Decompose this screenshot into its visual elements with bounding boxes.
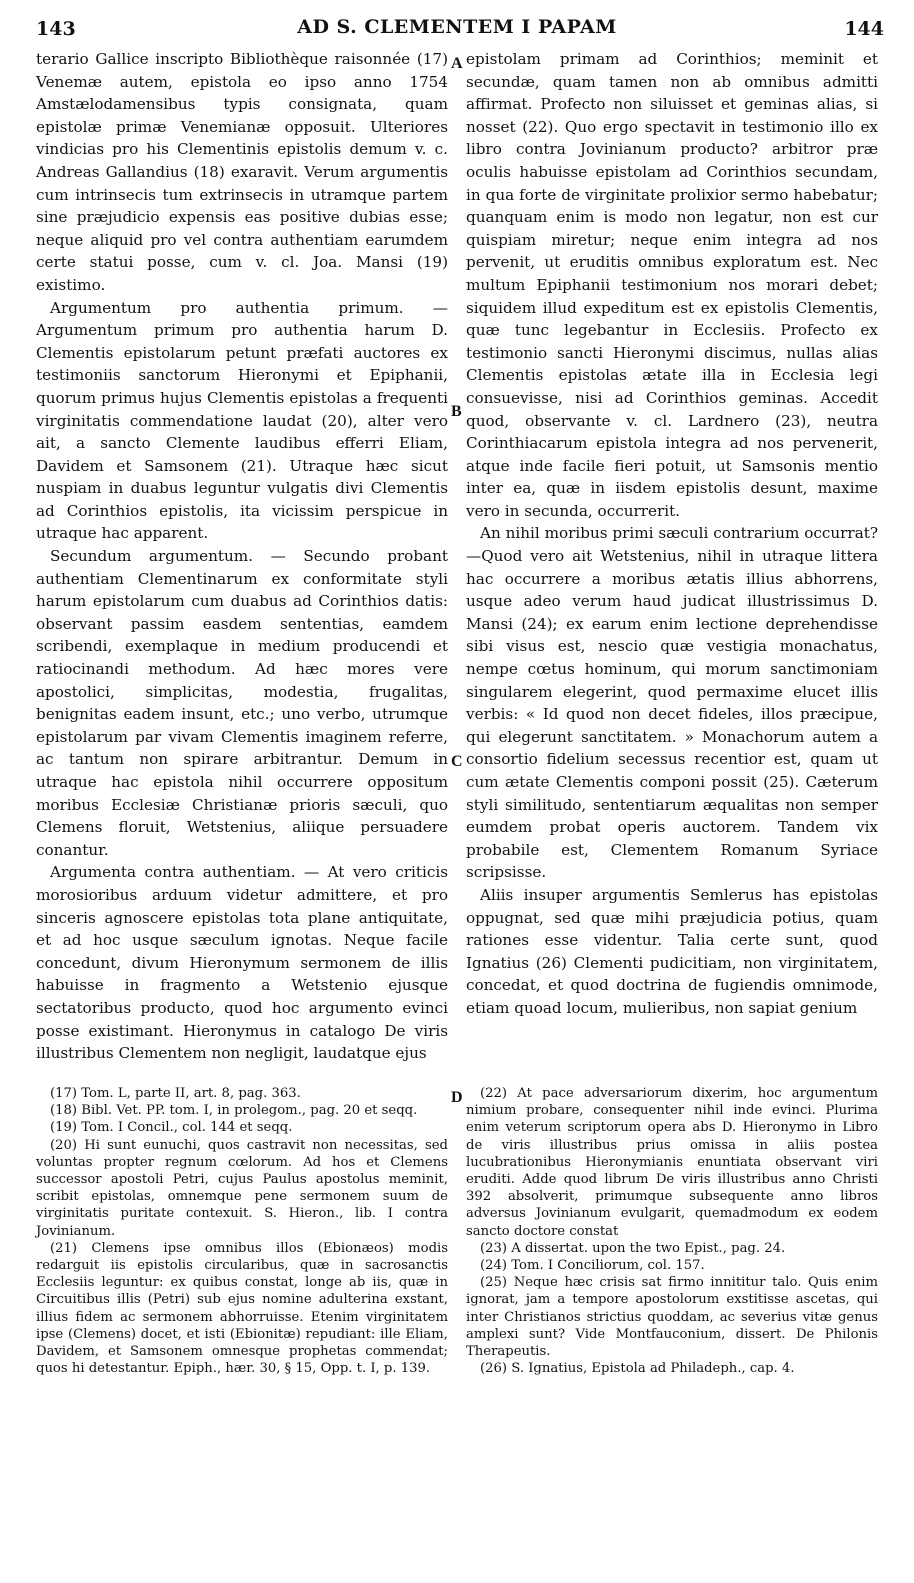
footnote: (18) Bibl. Vet. PP. tom. I, in prolegom., pag. 20 et seqq.	[50, 1103, 418, 1119]
footnote: (23) A dissertat. upon the two Epist., pag. 24.	[480, 1240, 786, 1256]
paragraph: An nihil moribus primi sæculi contrarium occurrat? —Quod vero ait Wetstenius, nihil in utraque littera hac occurrere a moribus ætatis illius abhorrens, usque adeo verum haud judicat illustrissimus D. Mansi (24); ex earum enim lectione deprehendisse sibi visus est, nescio quæ vestigia monachatus, nempe cœtus hominum, qui morum sanctimoniam singularem elegerint, quod permaxime elucet illis verbis: « Id quod non decet fideles, illos præcipue, qui elegerunt sanctitatem. » Monachorum autem a consortio fidelium secessus recentior est, quam ut cum ætate Clementis componi possit (25). Cæterum styli similitudo, sententiarum æqualitas non semper eumdem probat operis auctorem. Tandem vix probabile est, Clementem Romanum Syriace scripsisse.	[466, 524, 878, 882]
footnote: (26) S. Ignatius, Epistola ad Philadeph., cap. 4.	[480, 1361, 795, 1377]
right-column	[466, 48, 878, 1020]
footnotes-right	[466, 1085, 878, 1377]
paragraph: Argumenta contra authentiam. — At vero criticis morosioribus arduum videtur admittere, et pro sinceris agnoscere epistolas tota plane antiquitate, et ad hoc usque sæculum ignotas. Neque facile concedunt, divum Hieronymum sermonem de illis habuisse in fragmento a Wetstenio ejusque sectatoribus producto, quod hoc argumento evinci posse existimant. Hieronymus in catalogo De viris illustribus Clementem non negligit, laudatque ejus	[36, 863, 448, 1063]
paragraph: Argumentum pro authentia primum. — Argumentum primum pro authentia harum D. Clementis epistolarum petunt præfati auctores ex testimoniis sanctorum Hieronymi et Epiphanii, quorum primus hujus Clementis epistolas a frequenti virginitatis commendatione laudat (20), alter vero ait, a sancto Clemente laudibus efferri Eliam, Davidem et Samsonem (21). Utraque hæc sicut nuspiam in duabus leguntur vulgatis divi Clementis ad Corinthios epistolis, ita vicissim perspicue in utraque hac apparent.	[36, 298, 448, 543]
footnote: (24) Tom. I Conciliorum, col. 157.	[480, 1258, 705, 1274]
footnote: (21) Clemens ipse omnibus illos (Ebionæos) modis redarguit iis epistolis circularibus, quæ in sacrosanctis Ecclesiis leguntur: ex quibus constat, longe ab iis, quæ in Circuitibus illis (Petri) sub ejus nomine adulterina exstant, illius fidem ac sermonem abhorruisse. Etenim virginitatem ipse (Clemens) docet, et isti (Ebionitæ) repudiant: ille Eliam, Davidem, et Samsonem omnesque prophetas commendat; quos hi detestantur. Epiph., hær. 30, § 15, Opp. t. I, p. 139.	[36, 1240, 448, 1377]
footnote: (20) Hi sunt eunuchi, quos castravit non necessitas, sed voluntas propter regnum cœlorum. Ad hos et Clemens successor apostoli Petri, cujus Paulus apostolus meminit, scribit epistolas, omnemque pene sermonem suum de virginitatis puritate contexuit. S. Hieron., lib. I contra Jovinianum.	[36, 1137, 448, 1239]
left-column	[36, 48, 448, 1065]
footnote: (17) Tom. L, parte II, art. 8, pag. 363.	[50, 1086, 301, 1101]
margin-marker-b: B	[451, 403, 462, 420]
footnote: (25) Neque hæc crisis sat firmo innititur talo. Quis enim ignorat, jam a tempore apostolorum exstitisse ascetas, qui inter Christianos strictius quoddam, ac severius vitæ genus amplexi sunt? Vide Montfauconium, dissert. De Philonis Therapeutis.	[466, 1275, 878, 1360]
margin-marker-d: D	[451, 1089, 463, 1106]
paragraph: terario Gallice inscripto Bibliothèque raisonnée (17) Venemæ autem, epistola eo ipso anno 1754 Amstælodamensibus typis consignata, quam epistolæ primæ Venemianæ opposuit. Ulteriores vindicias pro his Clementinis epistolis demum v. c. Andreas Gallandius (18) exaravit. Verum argumentis cum intrinsecis tum extrinsecis in utramque partem sine præjudicio expensis eas positive dubias esse; neque aliquid pro vel contra authentiam earumdem certe statui posse, cum v. cl. Joa. Mansi (19) existimo.	[36, 50, 448, 294]
footnote: (19) Tom. I Concil., col. 144 et seqq.	[50, 1120, 293, 1136]
paragraph: Secundum argumentum. — Secundo probant authentiam Clementinarum ex conformitate styli harum epistolarum cum duabus ad Corinthios datis: observant passim easdem sententias, eamdem scribendi, exemplaque in medium producendi et ratiocinandi methodum. Ad hæc mores vere apostolici, simplicitas, modestia, frugalitas, benignitas eadem insunt, etc.; uno verbo, utrumque epistolarum par vivam Clementis imaginem referre, ac tantum non spirare arbitrantur. Demum in utraque hac epistola nihil occurrere oppositum moribus Ecclesiæ Christianæ prioris sæculi, quo Clemens floruit, Wetstenius, aliique persuadere conantur.	[36, 547, 448, 859]
paragraph: epistolam primam ad Corinthios; meminit et secundæ, quam tamen non ab omnibus admitti affirmat. Profecto non siluisset et geminas alias, si nosset (22). Quo ergo spectavit in testimonio illo ex libro contra Jovinianum producto? arbitror præ oculis habuisse epistolam ad Corinthios secundam, in qua forte de virginitate prolixior sermo habebatur; quanquam enim is modo non legatur, non est cur quispiam miretur; neque enim integra ad nos pervenit, ut eruditis omnibus exploratum est. Nec multum Epiphanii testimonium nos morari debet; siquidem illud expeditum est ex epistolis Clementis, quæ tunc legebantur in Ecclesiis. Profecto ex testimonio sancti Hieronymi discimus, nullas alias Clementis epistolas ætate illa in Ecclesia legi consuevisse, nisi ad Corinthios geminas. Accedit quod, observante v. cl. Lardnero (23), neutra Corinthiacarum epistola integra ad nos pervenerit, atque inde facile fieri potuit, ut Samsonis mentio inter ea, quæ in iisdem epistolis desunt, maxime vero in secunda, occurrerit.	[466, 50, 878, 520]
paragraph: Aliis insuper argumentis Semlerus has epistolas oppugnat, sed quæ mihi præjudicia potius, quam rationes esse videntur. Talia certe sunt, quod Ignatius (26) Clementi pudicitiam, non virginitatem, concedat, et quod doctrina de fugiendis omnimode, etiam quoad locum, mulieribus, non sapiat genium	[466, 885, 878, 1017]
margin-marker-c: C	[451, 753, 463, 770]
page-number-left: 143	[36, 18, 76, 40]
footnotes-left	[36, 1085, 448, 1377]
margin-marker-a: A	[451, 55, 463, 72]
footnote: (22) At pace adversariorum dixerim, hoc argumentum nimium probare, consequenter nihil inde evinci. Plurima enim veterum scriptorum opera abs D. Hieronymo in Libro de viris illustribus prius omissa in aliis postea lucubrationibus Hieronymianis enuntiata observant viri eruditi. Adde quod librum De viris illustribus anno Christi 392 absolverit, primumque subsequente anno libros adversus Jovinianum evulgarit, quemadmodum ex eodem sancto doctore constat	[466, 1086, 878, 1239]
running-head: AD S. CLEMENTEM I PAPAM	[297, 16, 617, 38]
page-number-right: 144	[844, 18, 884, 40]
